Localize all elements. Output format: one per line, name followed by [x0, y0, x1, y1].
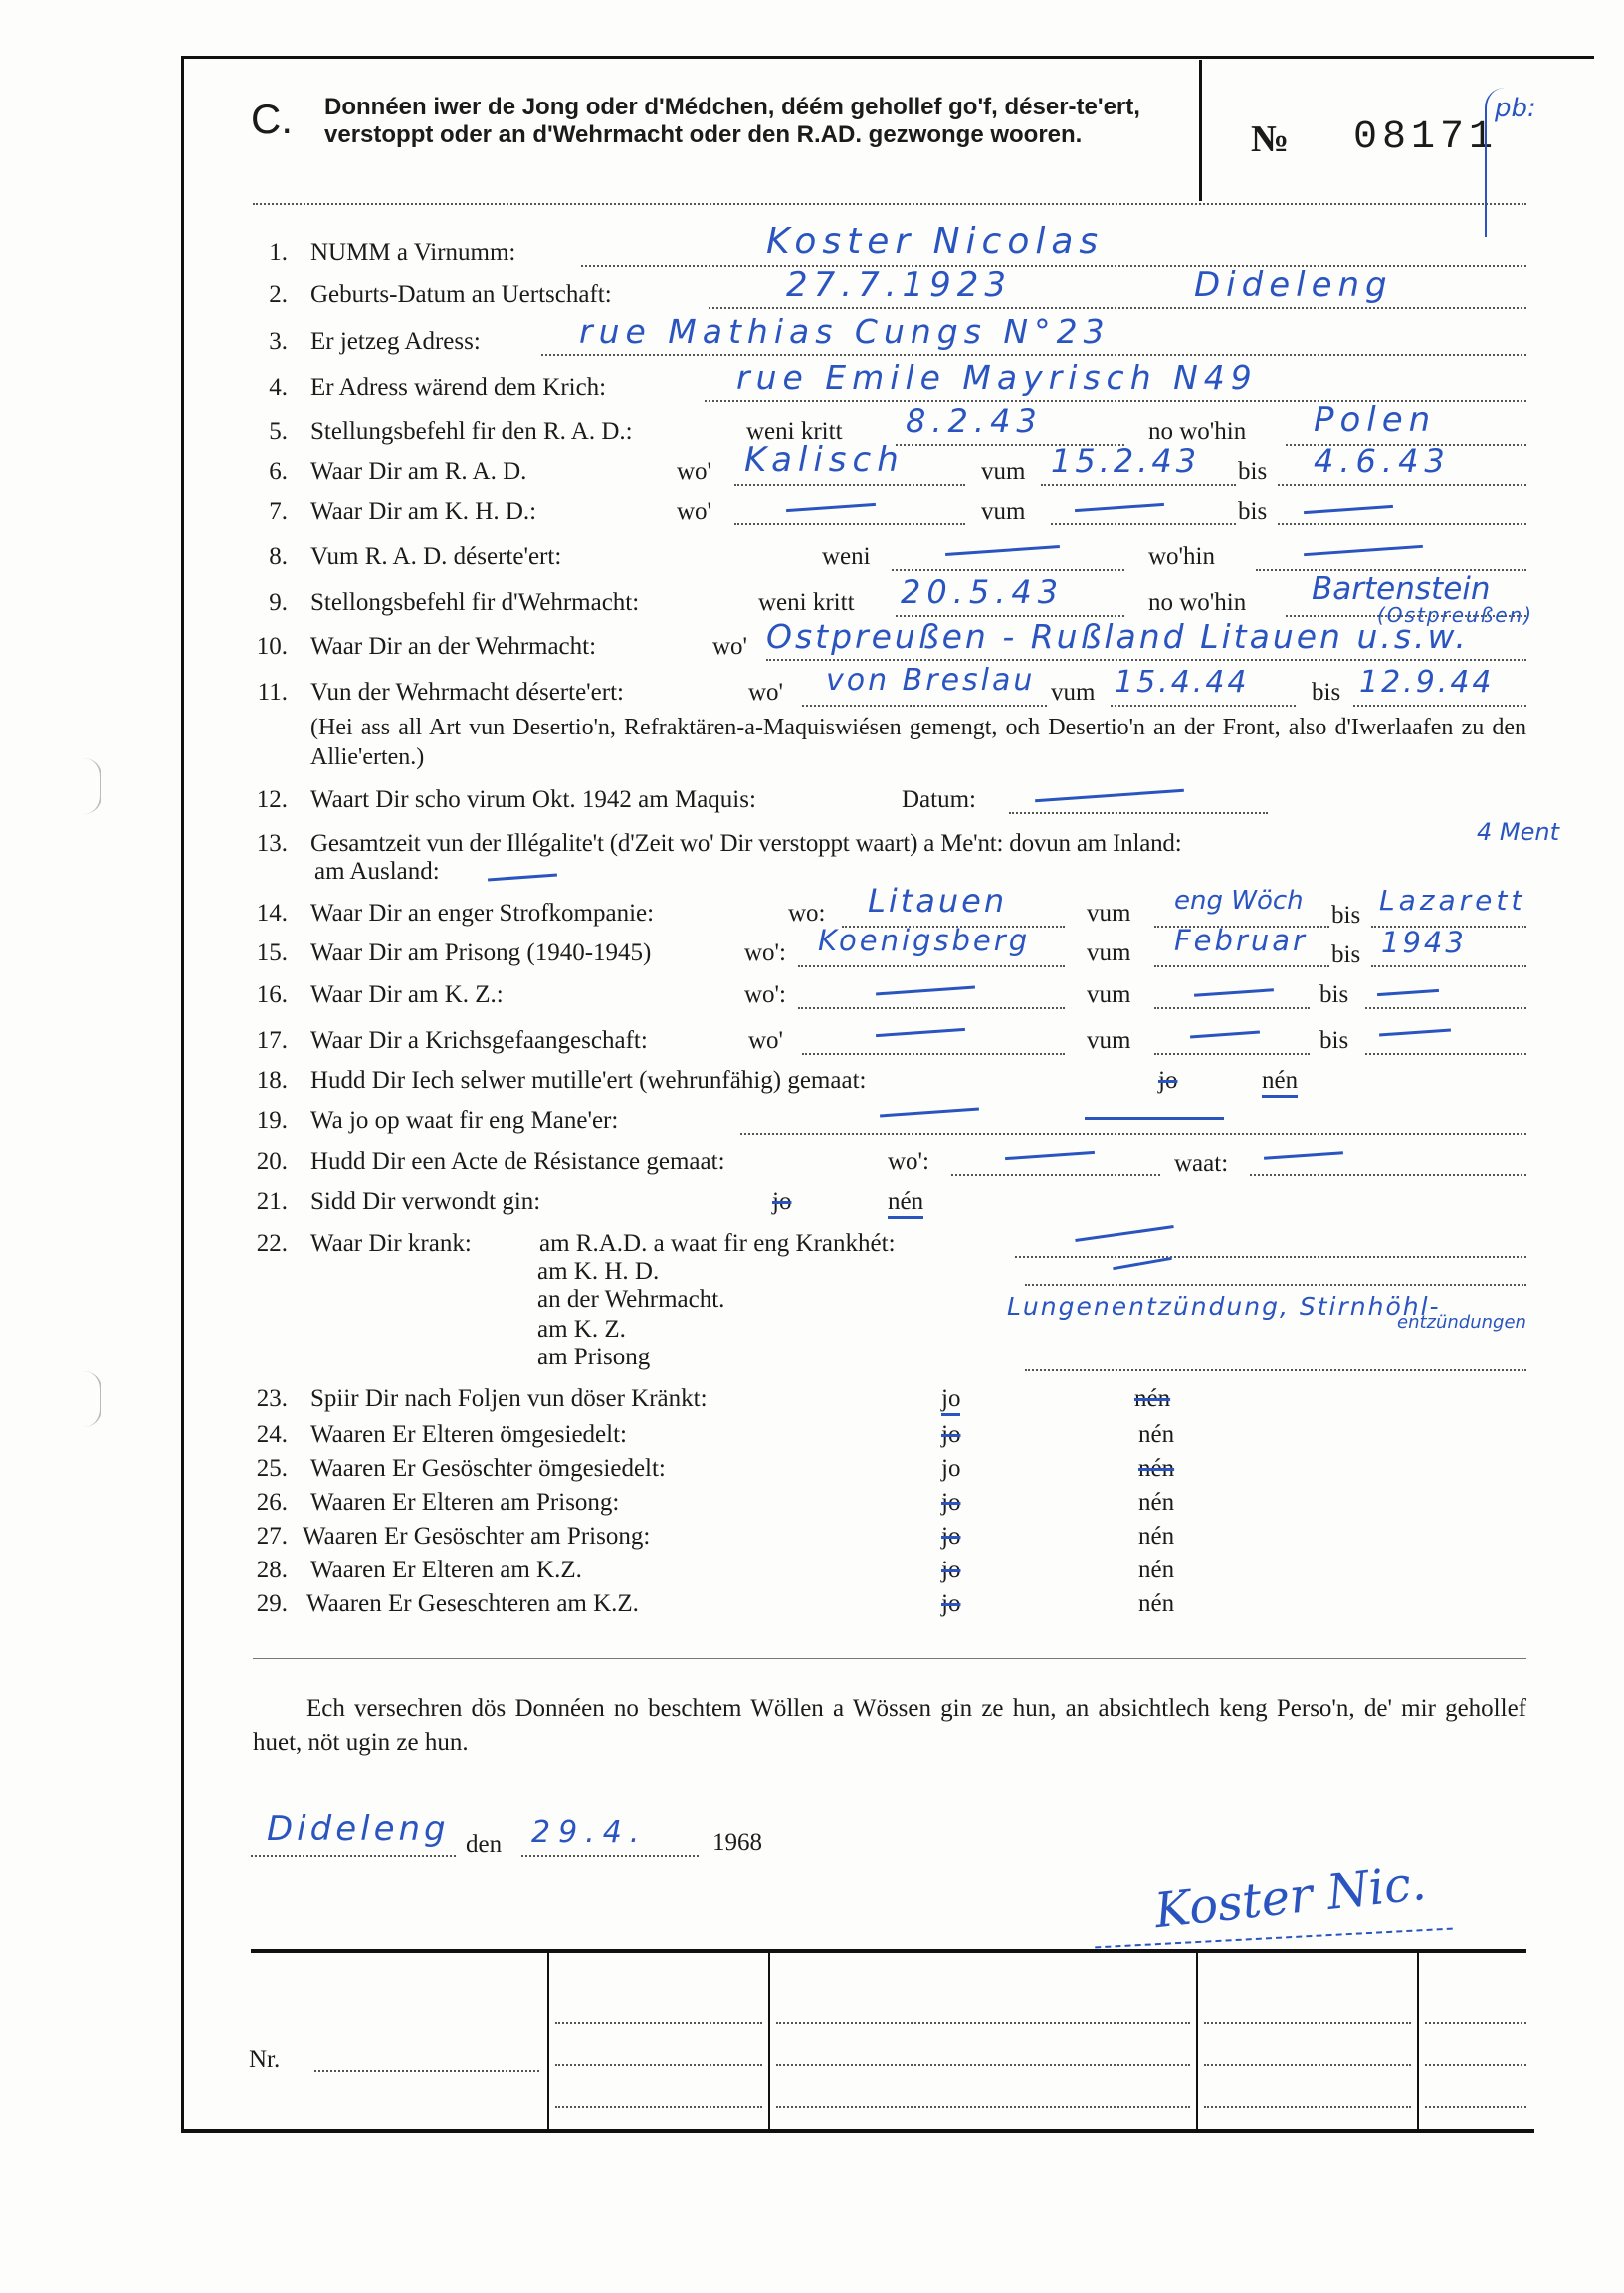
row-number: 22. — [256, 1230, 288, 1257]
footer-col-line-1 — [547, 1951, 549, 2130]
blank-stroke — [1075, 1225, 1173, 1242]
row-number: 16. — [256, 981, 288, 1008]
field-label-resistance: Hudd Dir een Acte de Résistance gemaat: — [310, 1148, 725, 1175]
field-label-siblings-resettled: Waaren Er Gesöschter ömgesiedelt: — [310, 1455, 666, 1482]
value-rad-order-place: Polen — [1314, 400, 1437, 440]
row-number: 8. — [269, 543, 288, 570]
sub-label: vum — [981, 458, 1026, 485]
row-number: 3. — [269, 328, 288, 355]
field-label-parents-prison: Waaren Er Elteren am Prisong: — [310, 1489, 620, 1516]
sub-label: wo' — [748, 1027, 784, 1054]
field-label-maquis: Waart Dir scho virum Okt. 1942 am Maquis: — [310, 786, 756, 813]
number-note: pb: — [1495, 94, 1536, 123]
blank-stroke — [1085, 1117, 1224, 1120]
place-line — [251, 1855, 456, 1857]
footer-top-line — [251, 1949, 1526, 1953]
signature-date: 29.4. — [531, 1815, 648, 1850]
blank-stroke — [876, 986, 975, 996]
blank-stroke — [945, 545, 1060, 556]
field-line — [709, 307, 1526, 309]
field-line — [1025, 1284, 1526, 1286]
signature-year: 1968 — [712, 1829, 762, 1856]
value-prison-to: 1943 — [1381, 926, 1467, 959]
field-label-kz: Waar Dir am K. Z.: — [310, 981, 504, 1008]
sub-label: bis — [1320, 1027, 1349, 1054]
sub-label: wo' — [677, 458, 712, 485]
sub-label: bis — [1320, 981, 1349, 1008]
value-address: rue Mathias Cungs N°23 — [579, 313, 1111, 351]
field-label-war-address: Er Adress wärend dem Krich: — [310, 374, 607, 401]
sub-label: vum — [1087, 981, 1131, 1008]
signature-place: Dideleng — [267, 1809, 450, 1849]
sub-label: am Prisong — [537, 1344, 651, 1370]
blank-stroke — [1377, 989, 1439, 996]
field-line — [734, 523, 965, 525]
field-line — [802, 705, 1047, 707]
option-jo: jo — [941, 1523, 961, 1550]
field-label-penal: Waar Dir an enger Strofkompanie: — [310, 900, 655, 927]
sub-label: bis — [1331, 902, 1361, 929]
sub-label: bis — [1238, 458, 1268, 485]
field-line — [1365, 1007, 1526, 1009]
value-name: Koster Nicolas — [766, 221, 1105, 262]
option-jo: jo — [1158, 1067, 1178, 1094]
field-label-abroad: am Ausland: — [314, 858, 440, 885]
field-label-address: Er jetzeg Adress: — [310, 328, 481, 355]
row-number: 13. — [256, 830, 288, 857]
blank-stroke — [1075, 503, 1164, 512]
field-line — [1154, 1007, 1310, 1009]
row-number: 25. — [256, 1455, 288, 1482]
row-number: 29. — [256, 1590, 288, 1617]
sub-label: wo: — [788, 900, 826, 927]
sub-label: wo' — [748, 679, 784, 706]
section-letter: C. — [251, 96, 293, 142]
row-number: 12. — [256, 786, 288, 813]
blank-stroke — [1379, 1028, 1451, 1036]
field-line — [734, 484, 965, 486]
blank-stroke — [1035, 789, 1184, 802]
value-desertion-from: 15.4.44 — [1115, 665, 1250, 700]
footer-nr-label: Nr. — [249, 2046, 281, 2073]
value-prison-place: Koenigsberg — [818, 924, 1031, 957]
value-wehrmacht-places: Ostpreußen - Rußland Litauen u.s.w. — [766, 617, 1469, 656]
value-rad-to: 4.6.43 — [1314, 442, 1451, 480]
value-sickness: Lungenentzündung, Stirnhöhl- — [1007, 1292, 1441, 1321]
footer-row-line — [555, 2106, 762, 2108]
value-desertion-place: von Breslau — [826, 663, 1036, 698]
frame-bottom-line — [181, 2129, 1534, 2133]
blank-stroke — [1190, 1031, 1260, 1039]
sub-label: vum — [1051, 679, 1096, 706]
blank-stroke — [1113, 1257, 1172, 1270]
desertion-note: (Hei ass all Art vun Desertio'n, Refraktären-a-Maquiswiésen gemengt, och Desertio'n an der Front, also d'Iwerlaafen zu den Allie'erten.) — [310, 715, 1526, 770]
number-label: № — [1251, 118, 1290, 160]
field-label-birth: Geburts-Datum an Uertschaft: — [310, 281, 612, 308]
frame-left-line — [181, 56, 184, 2132]
blank-stroke — [1304, 505, 1393, 514]
field-label-name: NUMM a Virnumm: — [310, 239, 516, 266]
field-line — [1278, 523, 1526, 525]
value-prison-from: Februar — [1174, 924, 1308, 957]
sub-label: an der Wehrmacht. — [537, 1286, 725, 1313]
value-desertion-to: 12.9.44 — [1359, 665, 1495, 700]
footer-row-line — [1204, 2022, 1411, 2024]
option-jo: jo — [941, 1557, 961, 1583]
value-wehrmacht-order-place: Bartenstein — [1312, 571, 1491, 607]
row-number: 5. — [269, 418, 288, 445]
option-jo: jo — [941, 1421, 961, 1448]
value-rad-order-date: 8.2.43 — [906, 402, 1043, 440]
blank-stroke — [1194, 988, 1274, 997]
option-nen: nén — [1134, 1385, 1171, 1412]
field-label-rad-desert: Vum R. A. D. déserte'ert: — [310, 543, 562, 570]
row-number: 2. — [269, 281, 288, 308]
sub-label: wo' — [677, 498, 712, 524]
row-number: 9. — [269, 589, 288, 616]
field-label-siblings-kz: Waaren Er Geseschteren am K.Z. — [306, 1590, 639, 1617]
sub-label: vum — [981, 498, 1026, 524]
value-penal-to: Lazarett — [1379, 884, 1526, 917]
option-jo: jo — [941, 1489, 961, 1516]
section-separator — [253, 1658, 1526, 1659]
footer-nr-line — [314, 2070, 539, 2072]
form-number: 08171 — [1353, 115, 1499, 160]
number-mark-stroke — [1485, 88, 1505, 237]
value-wehrmacht-order-date: 20.5.43 — [901, 573, 1065, 611]
value-rad-place: Kalisch — [744, 440, 905, 480]
row-number: 11. — [257, 679, 288, 706]
sub-label: am K. Z. — [537, 1316, 626, 1343]
value-birth-date: 27.7.1923 — [786, 265, 1013, 305]
sub-label: wo': — [744, 981, 787, 1008]
sub-label: weni kritt — [746, 418, 843, 445]
option-nen: nén — [1138, 1455, 1175, 1482]
field-label-mutilation: Hudd Dir Iech selwer mutille'ert (wehrunfähig) gemaat: — [310, 1067, 867, 1094]
field-label-rad-order: Stellungsbefehl fir den R. A. D.: — [310, 418, 633, 445]
field-label-parents-resettled: Waaren Er Elteren ömgesiedelt: — [310, 1421, 627, 1448]
row-number: 23. — [256, 1385, 288, 1412]
field-line — [541, 354, 1526, 356]
row-number: 7. — [269, 498, 288, 524]
field-line — [1353, 705, 1526, 707]
row-number: 26. — [256, 1489, 288, 1516]
footer-row-line — [1204, 2106, 1411, 2108]
sub-label: wo' — [712, 633, 748, 660]
value-birth-place: Dideleng — [1194, 265, 1393, 305]
field-label-desertion: Vun der Wehrmacht déserte'ert: — [310, 679, 624, 706]
blank-stroke — [488, 874, 557, 882]
row-number: 10. — [256, 633, 288, 660]
field-line — [951, 1174, 1160, 1176]
row-number: 17. — [256, 1027, 288, 1054]
row-number: 14. — [256, 900, 288, 927]
blank-stroke — [880, 1108, 979, 1118]
footer-row-line — [1425, 2106, 1526, 2108]
row-number: 28. — [256, 1557, 288, 1583]
sub-label: wo': — [888, 1148, 930, 1175]
signature-underline — [1095, 1928, 1453, 1949]
field-line — [1025, 1369, 1526, 1371]
footer-row-line — [1425, 2022, 1526, 2024]
field-label-consequences: Spiir Dir nach Foljen vun döser Kränkt: — [310, 1385, 708, 1412]
row-number: 15. — [256, 939, 288, 966]
option-jo: jo — [941, 1385, 960, 1416]
field-line — [766, 659, 1526, 661]
sub-label: Datum: — [902, 786, 976, 813]
option-jo: jo — [772, 1188, 792, 1215]
sub-label: vum — [1087, 939, 1131, 966]
row-number: 19. — [256, 1107, 288, 1134]
blank-stroke — [1264, 1151, 1343, 1160]
value-rad-from: 15.2.43 — [1051, 442, 1201, 480]
den-label: den — [466, 1831, 503, 1858]
sub-label: wo'hin — [1148, 543, 1216, 570]
sub-label: weni kritt — [758, 589, 855, 616]
value-penal-place: Litauen — [868, 882, 1008, 920]
field-line — [1365, 1053, 1526, 1055]
signature: Koster Nic. — [1151, 1854, 1429, 1940]
field-label-prison: Waar Dir am Prisong (1940-1945) — [310, 939, 652, 966]
field-label-rad: Waar Dir am R. A. D. — [310, 458, 527, 485]
blank-stroke — [1005, 1151, 1095, 1160]
option-nen: nén — [1138, 1523, 1175, 1550]
declaration-text: Ech versechren dös Donnéen no beschtem Wöllen a Wössen gin ze hun, an absichtlech keng Perso'n, de' mir gehollef huet, nöt ugin ze hun. — [253, 1695, 1526, 1756]
punch-hole-bottom — [84, 1371, 102, 1427]
field-line — [1009, 812, 1268, 814]
field-line — [798, 1007, 1065, 1009]
option-nen: nén — [888, 1188, 923, 1219]
field-label-khd: Waar Dir am K. H. D.: — [310, 498, 537, 524]
footer-row-line — [776, 2064, 1190, 2066]
value-wehrmacht-order-note: (Ostpreußen) — [1377, 603, 1534, 627]
option-nen: nén — [1138, 1421, 1175, 1448]
option-jo: jo — [941, 1455, 961, 1482]
field-line — [1111, 705, 1296, 707]
footer-row-line — [776, 2106, 1190, 2108]
sub-label: weni — [822, 543, 871, 570]
field-line — [1278, 484, 1526, 486]
row-number: 20. — [256, 1148, 288, 1175]
field-line — [798, 965, 1065, 967]
field-line — [802, 1053, 1065, 1055]
row-number: 6. — [269, 458, 288, 485]
footer-row-line — [1204, 2064, 1411, 2066]
date-line — [521, 1855, 699, 1857]
sub-label: no wo'hin — [1148, 589, 1247, 616]
sub-label: wo': — [744, 939, 787, 966]
field-label-illegality: Gesamtzeit vun der Illégalite't (d'Zeit wo' Dir verstoppt waart) a Me'nt: dovun am Inland: — [310, 830, 1182, 857]
footer-col-line-3 — [1196, 1951, 1198, 2130]
footer-col-line-2 — [768, 1951, 770, 2130]
row-number: 24. — [256, 1421, 288, 1448]
sub-label: am K. H. D. — [537, 1258, 660, 1285]
blank-stroke — [786, 503, 876, 512]
blank-stroke — [1304, 545, 1423, 556]
value-inland-months: 4 Ment — [1477, 818, 1559, 846]
field-line — [1154, 1053, 1310, 1055]
header-divider — [1199, 60, 1202, 201]
footer-row-line — [555, 2064, 762, 2066]
blank-stroke — [876, 1028, 965, 1037]
sub-label: vum — [1087, 900, 1131, 927]
value-war-address: rue Emile Mayrisch N49 — [736, 358, 1258, 397]
row-number: 21. — [256, 1188, 288, 1215]
sub-label: waat: — [1174, 1150, 1229, 1177]
option-nen: nén — [1262, 1067, 1298, 1098]
row-number: 18. — [256, 1067, 288, 1094]
option-nen: nén — [1138, 1489, 1175, 1516]
field-line — [740, 1133, 1526, 1135]
frame-top-line — [181, 56, 1594, 59]
sub-label: vum — [1087, 1027, 1131, 1054]
option-nen: nén — [1138, 1590, 1175, 1617]
field-line — [1015, 1256, 1526, 1258]
sub-label: bis — [1331, 941, 1361, 968]
field-line — [1041, 484, 1236, 486]
field-line — [1250, 1174, 1526, 1176]
header-rule — [253, 203, 1526, 205]
header-title: Donnéen iwer de Jong oder d'Médchen, déém gehollef go'f, déser-te'ert, verstoppt oder an d'Wehrmacht oder den R.AD. gezwonge wooren. — [324, 94, 1140, 148]
value-sickness-cont: entzündungen — [1397, 1312, 1526, 1333]
footer-row-line — [1425, 2064, 1526, 2066]
sub-label: am R.A.D. a waat fir eng Krankhét: — [539, 1230, 896, 1257]
field-label-pow: Waar Dir a Krichsgefaangeschaft: — [310, 1027, 648, 1054]
option-jo: jo — [941, 1590, 961, 1617]
field-label-manner: Wa jo op waat fir eng Mane'er: — [310, 1107, 619, 1134]
row-number: 4. — [269, 374, 288, 401]
sub-label: bis — [1238, 498, 1268, 524]
field-line — [1371, 965, 1526, 967]
footer-row-line — [555, 2022, 762, 2024]
row-number: 1. — [269, 239, 288, 266]
value-penal-from: eng Wöch — [1174, 886, 1304, 916]
field-line — [892, 569, 1124, 571]
field-label-parents-kz: Waaren Er Elteren am K.Z. — [310, 1557, 582, 1583]
field-label-siblings-prison: Waaren Er Gesöschter am Prisong: — [303, 1523, 651, 1550]
footer-col-line-4 — [1417, 1951, 1419, 2130]
field-label-sick: Waar Dir krank: — [310, 1230, 472, 1257]
row-number: 27. — [256, 1523, 288, 1550]
footer-row-line — [776, 2022, 1190, 2024]
field-line — [1154, 965, 1329, 967]
field-label-wehrmacht-order: Stellongsbefehl fir d'Wehrmacht: — [310, 589, 640, 616]
sub-label: bis — [1312, 679, 1341, 706]
option-nen: nén — [1138, 1557, 1175, 1583]
field-label-wounded: Sidd Dir verwondt gin: — [310, 1188, 541, 1215]
field-label-wehrmacht: Waar Dir an der Wehrmacht: — [310, 633, 597, 660]
sub-label: no wo'hin — [1148, 418, 1247, 445]
field-line — [1051, 523, 1236, 525]
punch-hole-top — [84, 758, 102, 814]
